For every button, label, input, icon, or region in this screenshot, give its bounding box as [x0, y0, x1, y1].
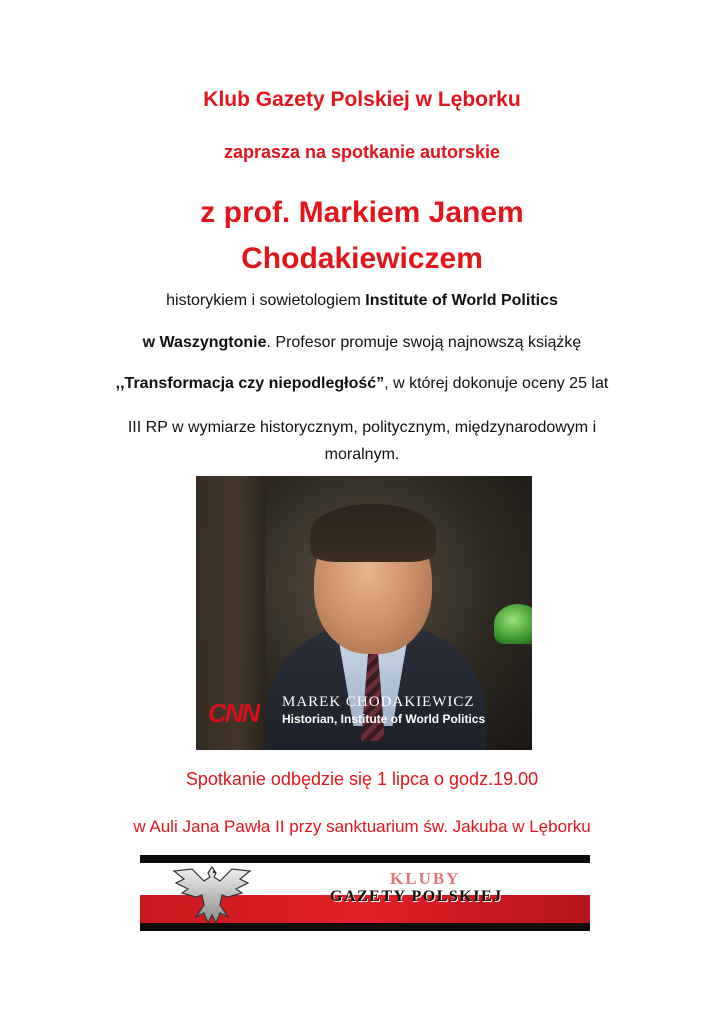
banner-gazeta: GAZETY POLSKIEJ [330, 888, 503, 905]
banner-kluby: KLUBY [390, 869, 461, 888]
eagle-icon [170, 861, 254, 927]
club-name: Klub Gazety Polskiej w Lęborku [203, 88, 521, 111]
description-text: , w której dokonuje oceny 25 lat [384, 375, 609, 392]
caption-role: Historian, Institute of World Politics [282, 712, 486, 726]
guest-name [0, 190, 724, 282]
description-text: moralnym. [324, 446, 400, 463]
cnn-logo: CNN [208, 698, 259, 728]
guest-name-line2: Chodakiewiczem [241, 242, 483, 275]
book-title: ,,Transformacja czy niepodległość” [115, 375, 385, 392]
description-text: historykiem i sowietologiem [166, 292, 366, 309]
caption-name: MAREK CHODAKIEWICZ [282, 694, 475, 710]
guest-name-line1: z prof. Markiem Janem [200, 196, 524, 229]
city-name: w Waszyngtonie [142, 334, 267, 351]
kluby-gazety-polskiej-banner [140, 855, 590, 931]
green-lamp [494, 604, 532, 644]
description-line-2 [80, 334, 644, 352]
event-place: w Auli Jana Pawła II przy sanktuarium św. Jakuba w Lęborku [133, 817, 591, 836]
invitation-line: zaprasza na spotkanie autorskie [223, 142, 501, 162]
event-date: Spotkanie odbędzie się 1 lipca o godz.19.00 [185, 769, 539, 789]
description-line-1 [80, 292, 644, 310]
hair [310, 504, 436, 562]
author-photo [196, 476, 532, 750]
institute-name: Institute of World Politics [365, 292, 558, 309]
description-line-4 [80, 414, 644, 468]
description-text: . Profesor promuje swoją najnowszą książkę [266, 334, 582, 351]
description-line-3 [80, 375, 644, 393]
description-text: III RP w wymiarze historycznym, politycznym, międzynarodowym i [127, 419, 597, 436]
